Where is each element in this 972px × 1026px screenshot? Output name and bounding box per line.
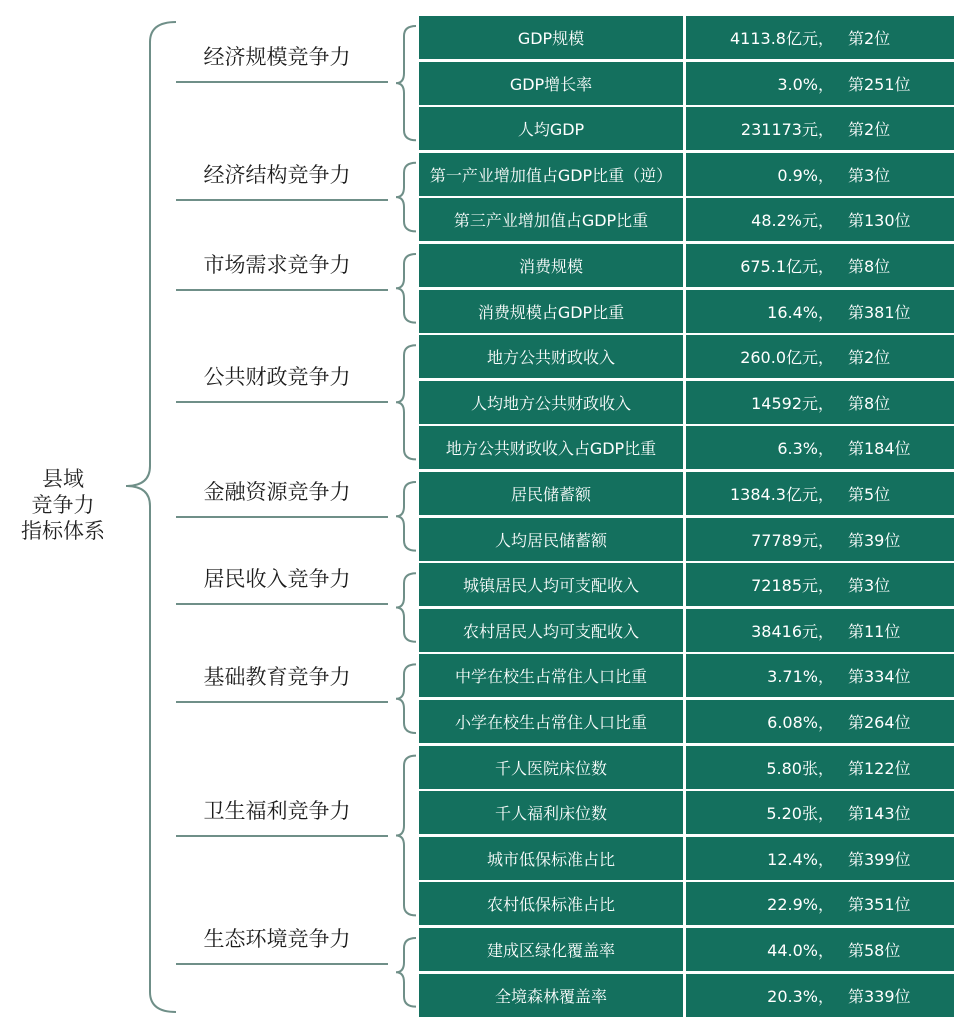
indicator-value: 14592元， — [751, 393, 834, 413]
indicator-value: 38416元， — [751, 621, 834, 641]
indicator-value-cell — [686, 107, 954, 150]
indicator-value-cell — [686, 426, 954, 469]
indicator-value-cell — [686, 746, 954, 789]
root-brace — [126, 22, 176, 1012]
indicator-value-cell — [686, 472, 954, 515]
root-line-2: 竞争力 — [31, 493, 95, 517]
indicator-rank: 第339位 — [848, 986, 911, 1006]
indicator-name: 人均地方公共财政收入 — [419, 381, 683, 424]
indicator-name: GDP规模 — [419, 16, 683, 59]
indicator-rank: 第11位 — [848, 621, 901, 641]
category-brace — [396, 254, 416, 323]
category-label: 金融资源竞争力 — [203, 480, 351, 504]
category-label: 经济规模竞争力 — [203, 45, 351, 69]
category-brace — [396, 573, 416, 642]
indicator-value: 44.0%， — [767, 941, 834, 960]
indicator-value-cell — [686, 974, 954, 1017]
indicator-value: 22.9%， — [767, 895, 834, 915]
indicator-value-cell — [686, 837, 954, 880]
category-label: 公共财政竞争力 — [203, 365, 351, 389]
indicator-value-cell — [686, 335, 954, 378]
indicator-value: 48.2%元， — [751, 211, 834, 231]
category-brace — [396, 482, 416, 551]
indicator-rank: 第184位 — [848, 439, 911, 459]
indicator-name: 居民储蓄额 — [419, 472, 683, 515]
indicator-rank: 第3位 — [848, 165, 891, 185]
indicator-value-cell — [686, 563, 954, 606]
indicator-value-cell — [686, 928, 954, 971]
indicator-value-cell — [686, 198, 954, 241]
indicator-rank: 第334位 — [848, 667, 911, 687]
indicator-value-cell — [686, 16, 954, 59]
indicator-name: 中学在校生占常住人口比重 — [419, 654, 683, 697]
indicator-rank: 第381位 — [848, 302, 911, 322]
category-brace — [396, 163, 416, 232]
indicator-value: 1384.3亿元， — [730, 485, 834, 504]
indicator-value-cell — [686, 381, 954, 424]
indicator-name: 第一产业增加值占GDP比重（逆） — [419, 153, 683, 196]
category-brace — [396, 345, 416, 459]
category-label: 基础教育竞争力 — [203, 665, 351, 689]
indicator-value: 77789元， — [751, 530, 834, 550]
root-line-3: 指标体系 — [21, 519, 105, 543]
indicator-name: 地方公共财政收入占GDP比重 — [419, 426, 683, 469]
category-label: 市场需求竞争力 — [203, 253, 351, 277]
indicator-value: 6.3%， — [777, 439, 834, 459]
indicator-name: GDP增长率 — [419, 62, 683, 105]
indicator-rank: 第143位 — [848, 804, 911, 824]
indicator-name: 城市低保标准占比 — [419, 837, 683, 880]
indicator-value: 0.9%， — [777, 165, 834, 185]
indicator-name: 全境森林覆盖率 — [419, 974, 683, 1017]
category-label: 生态环境竞争力 — [203, 927, 351, 951]
indicator-value-cell — [686, 882, 954, 925]
indicator-value: 20.3%， — [767, 986, 834, 1006]
indicator-name: 人均居民储蓄额 — [419, 518, 683, 561]
indicator-name: 农村低保标准占比 — [419, 882, 683, 925]
indicator-rank: 第351位 — [848, 895, 911, 915]
indicator-value: 12.4%， — [767, 849, 834, 869]
category-label: 居民收入竞争力 — [203, 567, 351, 591]
indicator-value-cell — [686, 700, 954, 743]
indicator-rank: 第130位 — [848, 211, 911, 231]
root-label — [10, 466, 116, 544]
indicator-value-cell — [686, 244, 954, 287]
indicator-value-cell — [686, 290, 954, 333]
indicator-rank: 第8位 — [848, 393, 891, 413]
indicator-rank: 第2位 — [848, 120, 891, 140]
indicator-name: 第三产业增加值占GDP比重 — [419, 198, 683, 241]
indicator-rank: 第5位 — [848, 485, 891, 504]
indicator-value: 4113.8亿元， — [730, 29, 834, 48]
indicator-value-cell — [686, 153, 954, 196]
category-brace — [396, 756, 416, 916]
indicator-name: 消费规模 — [419, 244, 683, 287]
indicator-rank: 第2位 — [848, 348, 891, 368]
indicator-name: 消费规模占GDP比重 — [419, 290, 683, 333]
indicator-name: 人均GDP — [419, 107, 683, 150]
indicator-value: 260.0亿元， — [740, 348, 834, 368]
indicator-value: 675.1亿元， — [740, 257, 834, 276]
indicator-value-cell — [686, 518, 954, 561]
indicator-value-cell — [686, 609, 954, 652]
indicator-value: 6.08%， — [767, 713, 834, 732]
indicator-value-cell — [686, 791, 954, 834]
indicator-name: 城镇居民人均可支配收入 — [419, 563, 683, 606]
indicator-rank: 第58位 — [848, 941, 901, 960]
indicator-value: 3.0%， — [777, 74, 834, 94]
indicator-rank: 第2位 — [848, 29, 891, 48]
indicator-value-cell — [686, 654, 954, 697]
indicator-name: 千人福利床位数 — [419, 791, 683, 834]
indicator-rank: 第251位 — [848, 74, 911, 94]
indicator-value: 72185元， — [751, 576, 834, 596]
indicator-rank: 第8位 — [848, 257, 891, 276]
indicator-rank: 第3位 — [848, 576, 891, 596]
category-label: 经济结构竞争力 — [203, 163, 351, 187]
indicator-name: 小学在校生占常住人口比重 — [419, 700, 683, 743]
indicator-rank: 第399位 — [848, 849, 911, 869]
category-brace — [396, 26, 416, 140]
indicator-name: 地方公共财政收入 — [419, 335, 683, 378]
indicator-name: 建成区绿化覆盖率 — [419, 928, 683, 971]
indicator-value: 16.4%， — [767, 302, 834, 322]
root-line-1: 县域 — [42, 467, 84, 491]
indicator-value: 3.71%， — [767, 667, 834, 687]
category-label: 卫生福利竞争力 — [203, 799, 351, 823]
indicator-value: 231173元， — [740, 120, 834, 140]
category-brace — [396, 664, 416, 733]
indicator-rank: 第39位 — [848, 530, 901, 550]
indicator-rank: 第264位 — [848, 713, 911, 732]
indicator-name: 农村居民人均可支配收入 — [419, 609, 683, 652]
indicator-rank: 第122位 — [848, 758, 911, 778]
indicator-value: 5.20张， — [766, 804, 834, 824]
indicator-value-cell — [686, 62, 954, 105]
category-brace — [396, 938, 416, 1007]
indicator-name: 千人医院床位数 — [419, 746, 683, 789]
indicator-value: 5.80张， — [766, 758, 834, 778]
